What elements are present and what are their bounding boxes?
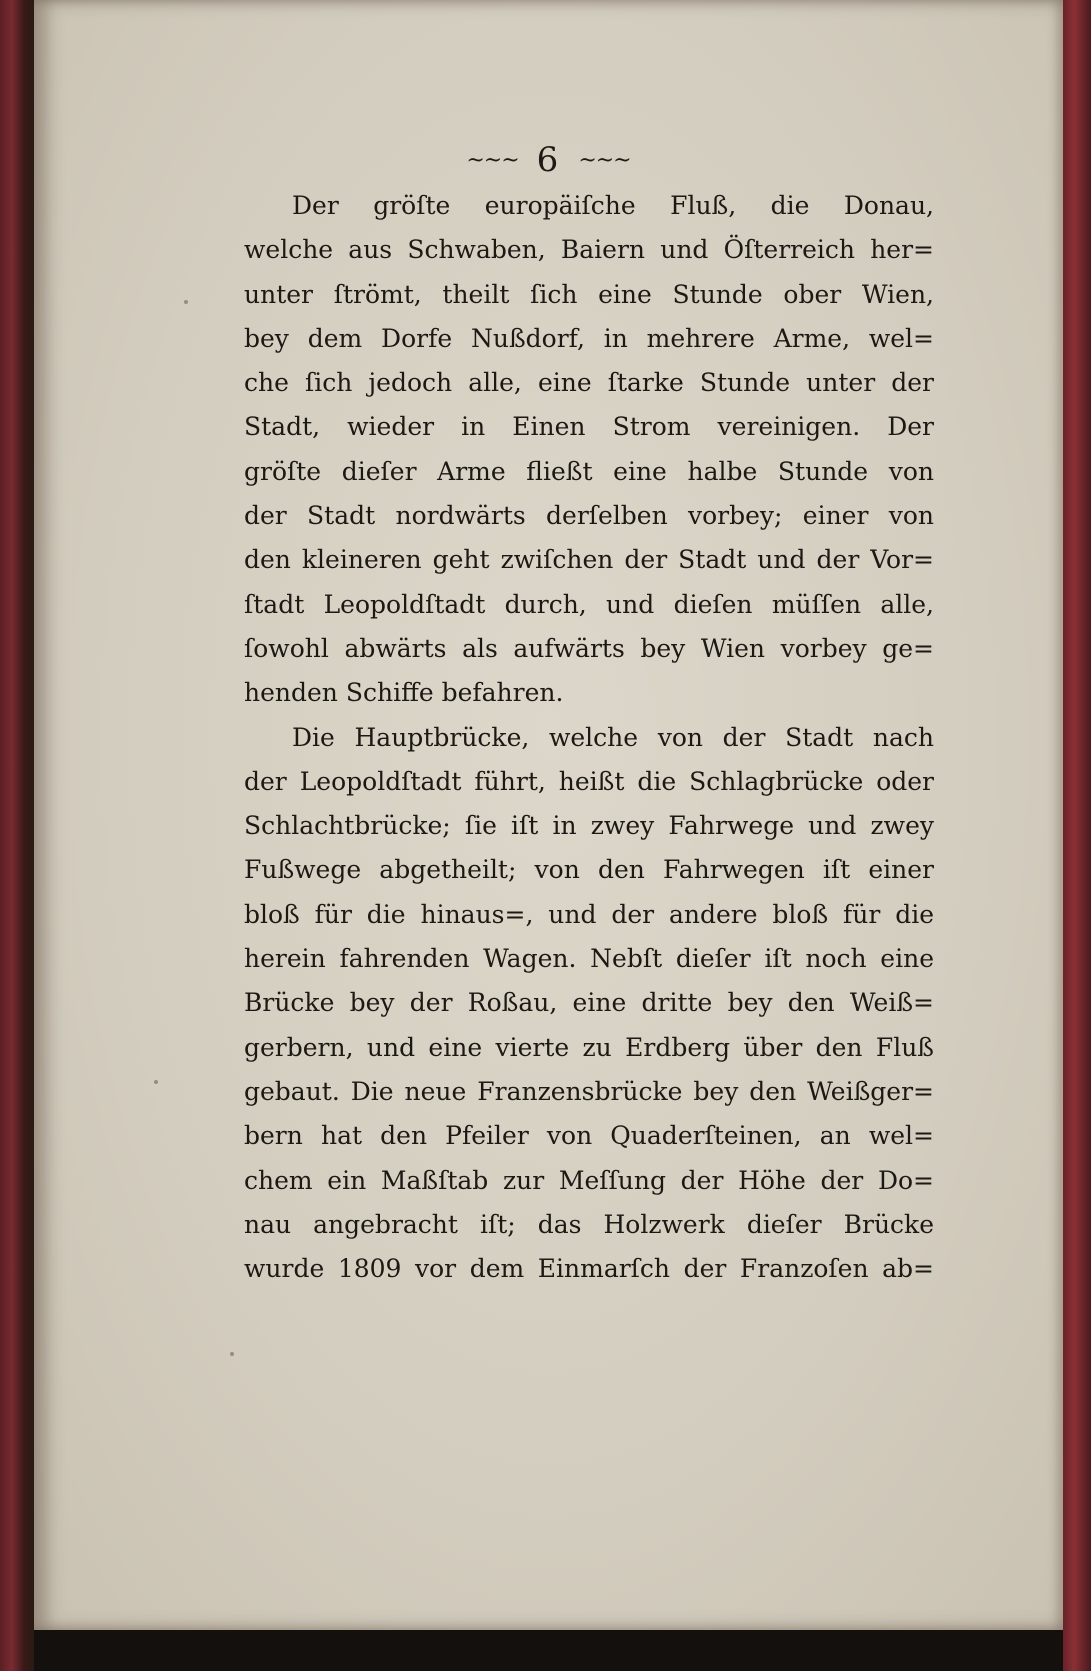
text-line: gebaut. Die neue Franzensbrücke bey den Weißger= <box>244 1076 934 1106</box>
text-line: der Leopoldſtadt führt, heißt die Schlagbrücke oder <box>244 766 934 796</box>
text-line: chem ein Maßſtab zur Meſſung der Höhe der Do= <box>244 1165 934 1195</box>
body-text <box>244 184 934 1291</box>
text-line: herein fahrenden Wagen. Nebſt dieſer iſt noch eine <box>244 944 934 974</box>
text-line: den kleineren geht zwiſchen der Stadt und der Vor= <box>244 545 934 575</box>
text-line: ſtadt Leopoldſtadt durch, und dieſen müſſen alle, <box>244 589 934 619</box>
paper-speck <box>154 1080 158 1084</box>
text-line: Stadt, wieder in Einen Strom vereinigen. Der <box>244 412 934 442</box>
paper-speck <box>230 1352 234 1356</box>
text-line: Die Hauptbrücke, welche von der Stadt nach <box>292 722 934 752</box>
text-line: che ſich jedoch alle, eine ſtarke Stunde unter der <box>244 368 934 398</box>
text-line: unter ſtrömt, theilt ſich eine Stunde ober Wien, <box>244 279 934 309</box>
text-line: welche aus Schwaben, Baiern und Öſterreich her= <box>244 235 934 265</box>
paragraph-2 <box>244 716 934 1292</box>
ornament-left: ~~~ <box>466 148 519 173</box>
text-line: bey dem Dorfe Nußdorf, in mehrere Arme, wel= <box>244 323 934 353</box>
page-paper <box>34 0 1063 1630</box>
text-line: Brücke bey der Roßau, eine dritte bey den Weiß= <box>244 988 934 1018</box>
book-binding-right <box>1063 0 1091 1671</box>
book-binding-left <box>0 0 34 1671</box>
text-line: der Stadt nordwärts derſelben vorbey; einer von <box>244 501 934 531</box>
text-line: gerbern, und eine vierte zu Erdberg über den Fluß <box>244 1032 934 1062</box>
text-line: gröſte dieſer Arme fließt eine halbe Stunde von <box>244 456 934 486</box>
text-line: wurde 1809 vor dem Einmarſch der Franzoſen ab= <box>244 1254 934 1284</box>
text-line: Schlachtbrücke; ſie iſt in zwey Fahrwege und zwey <box>244 811 934 841</box>
text-line: henden Schiffe befahren. <box>244 678 564 708</box>
text-line: ſowohl abwärts als aufwärts bey Wien vorbey ge= <box>244 633 934 663</box>
paper-speck <box>184 300 188 304</box>
text-line: bloß für die hinaus=, und der andere bloß für die <box>244 899 934 929</box>
text-line: Der gröſte europäiſche Fluß, die Donau, <box>292 191 934 220</box>
text-line: Fußwege abgetheilt; von den Fahrwegen iſt einer <box>244 855 934 885</box>
page-header <box>34 140 1063 180</box>
scan-bottom-edge <box>34 1630 1063 1671</box>
text-line: nau angebracht iſt; das Holzwerk dieſer Brücke <box>244 1209 934 1239</box>
ornament-right: ~~~ <box>578 148 631 173</box>
text-line: bern hat den Pfeiler von Quaderſteinen, an wel= <box>244 1121 934 1151</box>
paragraph-1 <box>244 184 934 716</box>
page-number: 6 <box>536 140 561 180</box>
